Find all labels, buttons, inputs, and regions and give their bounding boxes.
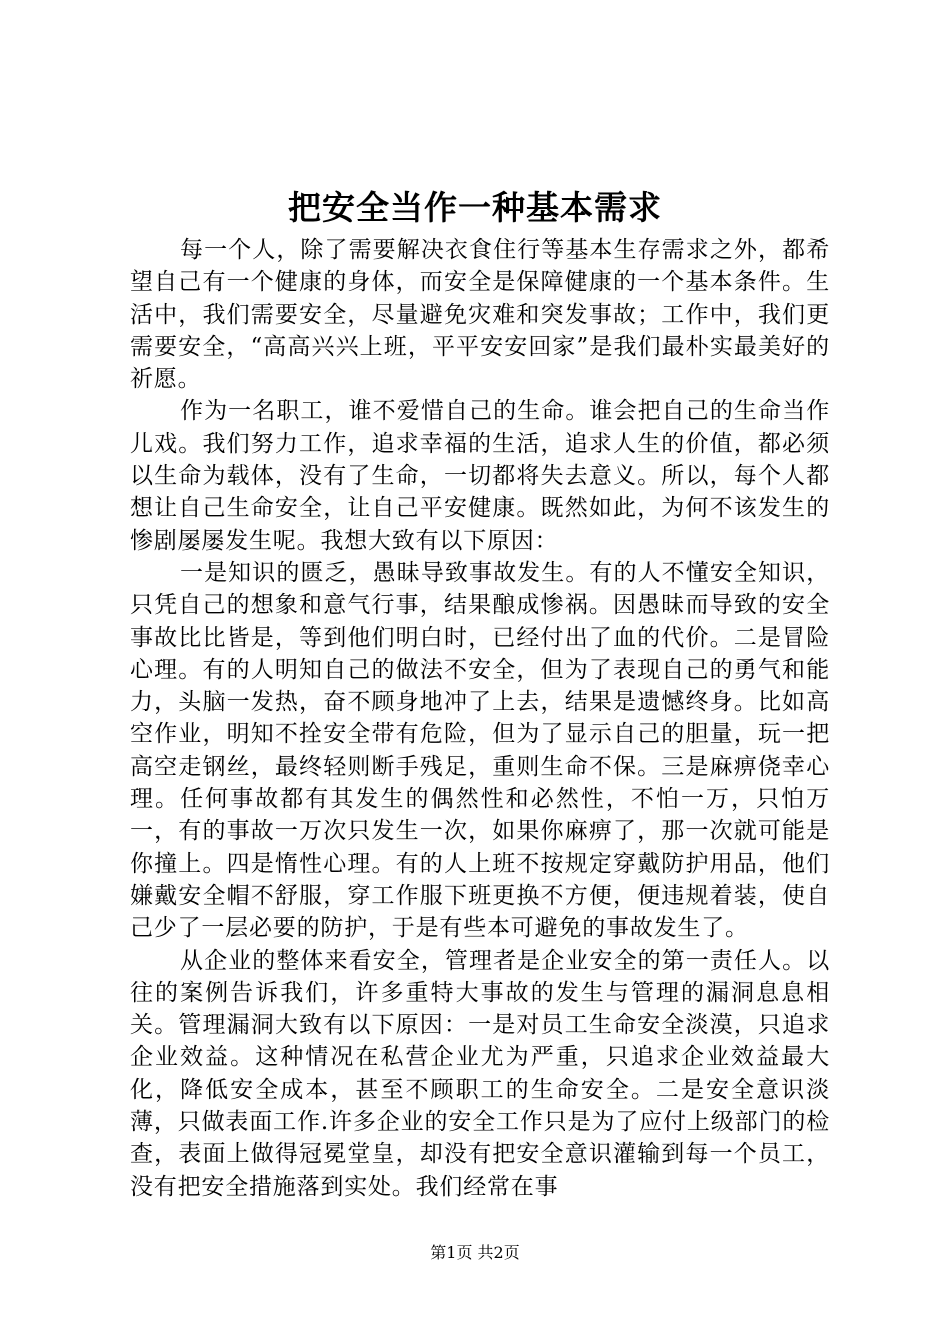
page-footer: 第1页 共2页 <box>430 1243 520 1262</box>
paragraph: 一是知识的匮乏，愚昧导致事故发生。有的人不懂安全知识，只凭自己的想象和意气行事，结果酿成惨祸。因愚昧而导致的安全事故比比皆是，等到他们明白时，已经付出了血的代价。二是冒险心理。有的人明知自己的做法不安全，但为了表现自己的勇气和能力，头脑一发热，奋不顾身地冲了上去，结果是遗憾终身。比如高空作业，明知不拴安全带有危险，但为了显示自己的胆量，玩一把高空走钢丝，最终轻则断手残足，重则生命不保。三是麻痹侥幸心理。任何事故都有其发生的偶然性和必然性，不怕一万，只怕万一，有的事故一万次只发生一次，如果你麻痹了，那一次就可能是你撞上。四是惰性心理。有的人上班不按规定穿戴防护用品，他们嫌戴安全帽不舒服，穿工作服下班更换不方便，便违规着装，使自己少了一层必要的防护，于是有些本可避免的事故发生了。 <box>130 559 830 942</box>
paragraph: 每一个人，除了需要解决衣食住行等基本生存需求之外，都希望自己有一个健康的身体，而安全是保障健康的一个基本条件。生活中，我们需要安全，尽量避免灾难和突发事故；工作中，我们更需要安全，“高高兴兴上班，平平安安回家”是我们最朴实最美好的祈愿。 <box>130 237 830 393</box>
document-title: 把安全当作一种基本需求 <box>288 188 662 227</box>
paragraph: 从企业的整体来看安全，管理者是企业安全的第一责任人。以往的案例告诉我们，许多重特大事故的发生与管理的漏洞息息相关。管理漏洞大致有以下原因：一是对员工生命安全淡漠，只追求企业效益。这种情况在私营企业尤为严重，只追求企业效益最大化，降低安全成本，甚至不顾职工的生命安全。二是安全意识淡薄，只做表面工作.许多企业的安全工作只是为了应付上级部门的检查，表面上做得冠冕堂皇，却没有把安全意识灌输到每一个员工，没有把安全措施落到实处。我们经常在事 <box>130 947 830 1200</box>
paragraph: 作为一名职工，谁不爱惜自己的生命。谁会把自己的生命当作儿戏。我们努力工作，追求幸福的生活，追求人生的价值，都必须以生命为载体，没有了生命，一切都将失去意义。所以，每个人都想让自己生命安全，让自己平安健康。既然如此，为何不该发生的惨剧屡屡发生呢。我想大致有以下原因： <box>130 398 830 554</box>
document-body <box>130 234 830 1203</box>
